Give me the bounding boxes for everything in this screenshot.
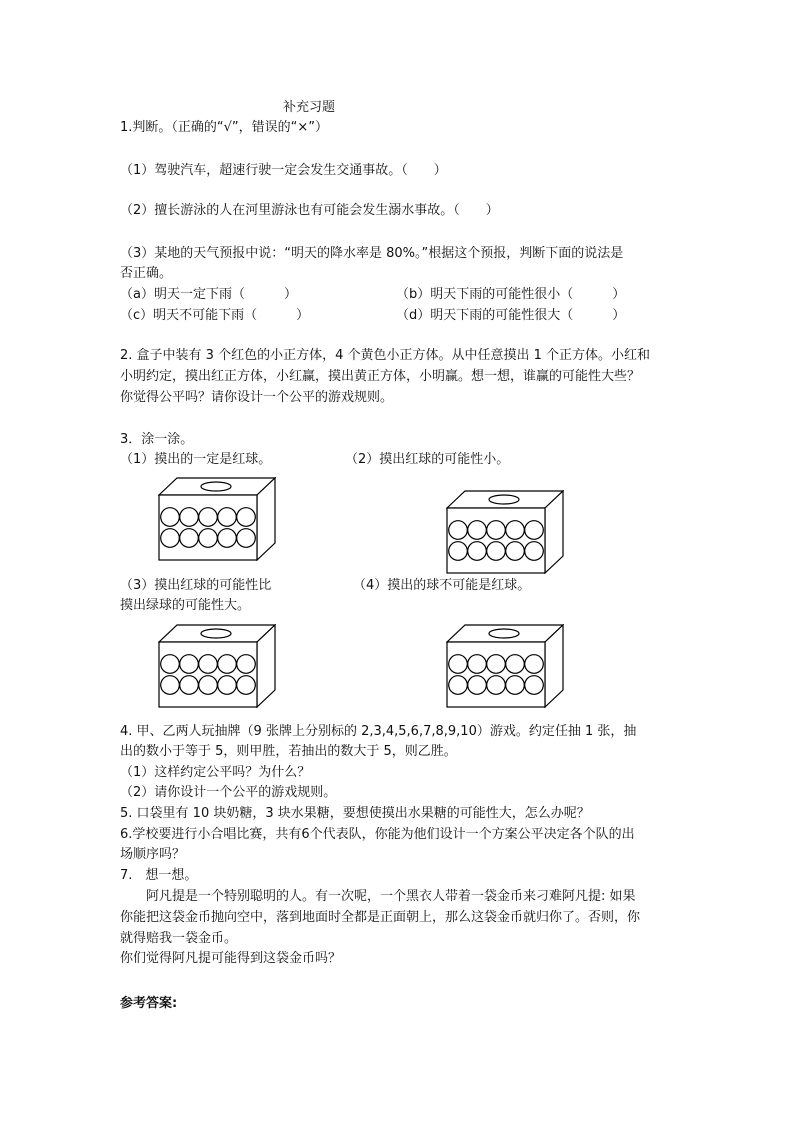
ball: [468, 655, 487, 674]
q1-heading: 1.判断。（正确的“√”，错误的“×”）: [120, 120, 329, 135]
q7-line-2: 你能把这袋金币抛向空中，落到地面时全都是正面朝上，那么这袋金币就归你了。否则，你: [120, 910, 641, 925]
ball: [218, 508, 237, 527]
box-opening: [489, 629, 519, 638]
ball: [180, 529, 199, 548]
ball: [468, 521, 487, 540]
box-opening: [201, 482, 231, 491]
ball: [161, 655, 180, 674]
q3-item-4: （4）摸出的球不可能是红球。: [353, 578, 531, 593]
box-front-face: [159, 495, 257, 560]
ball: [161, 508, 180, 527]
ball-box-1: [158, 477, 276, 561]
q1-item-1: （1）驾驶汽车，超速行驶一定会发生交通事故。（ ）: [120, 163, 447, 178]
q4-line-1: 4. 甲、乙两人玩抽牌（9 张牌上分别标的 2,3,4,5,6,7,8,9,10）游戏。约定任抽 1 张，抽: [120, 724, 637, 739]
ball: [525, 542, 544, 561]
q3-item-2: （2）摸出红球的可能性小。: [345, 452, 510, 467]
ball: [180, 655, 199, 674]
ball: [449, 655, 468, 674]
ball: [218, 529, 237, 548]
q4-sub-1: （1）这样约定公平吗？为什么？: [120, 765, 311, 780]
ball: [449, 542, 468, 561]
q1-item-2: （2）擅长游泳的人在河里游泳也有可能会发生溺水事故。（ ）: [120, 203, 499, 218]
ball: [487, 676, 506, 695]
ball: [525, 521, 544, 540]
answers-heading: 参考答案:: [120, 996, 178, 1011]
q1-option-c: （c）明天不可能下雨（ ）: [120, 308, 310, 323]
q3-heading: 3．涂一涂。: [120, 432, 194, 447]
q6-line-1: 6.学校要进行小合唱比赛，共有6个代表队，你能为他们设计一个方案公平决定各个队的出: [120, 827, 635, 842]
ball-box-2: [446, 490, 564, 574]
ball: [506, 521, 525, 540]
ball: [487, 542, 506, 561]
ball: [199, 508, 218, 527]
box-opening: [489, 495, 519, 504]
box-opening: [201, 629, 231, 638]
ball: [161, 529, 180, 548]
ball: [506, 542, 525, 561]
q7-line-1: 阿凡提是一个特别聪明的人。有一次呢，一个黑衣人带着一袋金币来刁难阿凡提: 如果: [146, 889, 636, 904]
ball: [237, 655, 256, 674]
ball: [506, 676, 525, 695]
q3-item-3: （3）摸出红球的可能性比: [120, 578, 272, 593]
q1-item-3: （3）某地的天气预报中说：“明天的降水率是 80%。”根据这个预报，判断下面的说法是: [120, 246, 624, 261]
q1-option-b: （b）明天下雨的可能性很小（ ）: [396, 287, 626, 302]
ball-box-3-drawing: [158, 624, 276, 708]
q4-line-2: 出的数小于等于 5，则甲胜，若抽出的数大于 5，则乙胜。: [120, 744, 457, 759]
q1-option-d: （d）明天下雨的可能性很大（ ）: [396, 308, 626, 323]
ball-box-1-drawing: [158, 477, 276, 561]
q7-line-3: 就得赔我一袋金币。: [120, 931, 238, 946]
ball: [199, 529, 218, 548]
ball: [449, 521, 468, 540]
box-front-face: [447, 642, 545, 707]
q3-item-3-cont: 摸出绿球的可能性大。: [120, 598, 251, 613]
q7-question: 你们觉得阿凡提可能得到这袋金币吗？: [120, 951, 342, 966]
ball: [468, 676, 487, 695]
page-title: 补充习题: [283, 100, 336, 115]
q3-item-1: （1）摸出的一定是红球。: [120, 452, 272, 467]
box-front-face: [159, 642, 257, 707]
ball: [237, 676, 256, 695]
ball: [199, 655, 218, 674]
q2-line-1: 2. 盒子中装有 3 个红色的小正方体，4 个黄色小正方体。从中任意摸出 1 个正方体。小红和: [120, 348, 651, 363]
ball-box-2-drawing: [446, 490, 564, 574]
q2-line-3: 你觉得公平吗？请你设计一个公平的游戏规则。: [120, 390, 394, 405]
ball: [180, 508, 199, 527]
ball: [468, 542, 487, 561]
ball: [525, 676, 544, 695]
ball: [218, 655, 237, 674]
ball: [199, 676, 218, 695]
ball-box-3: [158, 624, 276, 708]
q1-option-a: （a）明天一定下雨（ ）: [120, 287, 297, 302]
ball: [487, 655, 506, 674]
q5-line: 5. 口袋里有 10 块奶糖，3 块水果糖，要想使摸出水果糖的可能性大，怎么办呢？: [120, 806, 590, 821]
ball-box-4-drawing: [446, 624, 564, 708]
ball: [237, 529, 256, 548]
ball: [180, 676, 199, 695]
q4-sub-2: （2）请你设计一个公平的游戏规则。: [120, 785, 337, 800]
box-front-face: [447, 508, 545, 573]
ball: [487, 521, 506, 540]
ball-box-4: [446, 624, 564, 708]
q2-line-2: 小明约定，摸出红正方体，小红赢，摸出黄正方体，小明赢。想一想，谁赢的可能性大些？: [120, 369, 641, 384]
ball: [161, 676, 180, 695]
ball: [506, 655, 525, 674]
ball: [449, 676, 468, 695]
ball: [525, 655, 544, 674]
ball: [237, 508, 256, 527]
q1-item-3-cont: 否正确。: [120, 266, 173, 281]
q6-line-2: 场顺序吗？: [120, 847, 186, 862]
ball: [218, 676, 237, 695]
q7-heading: 7. 想一想。: [120, 868, 198, 883]
